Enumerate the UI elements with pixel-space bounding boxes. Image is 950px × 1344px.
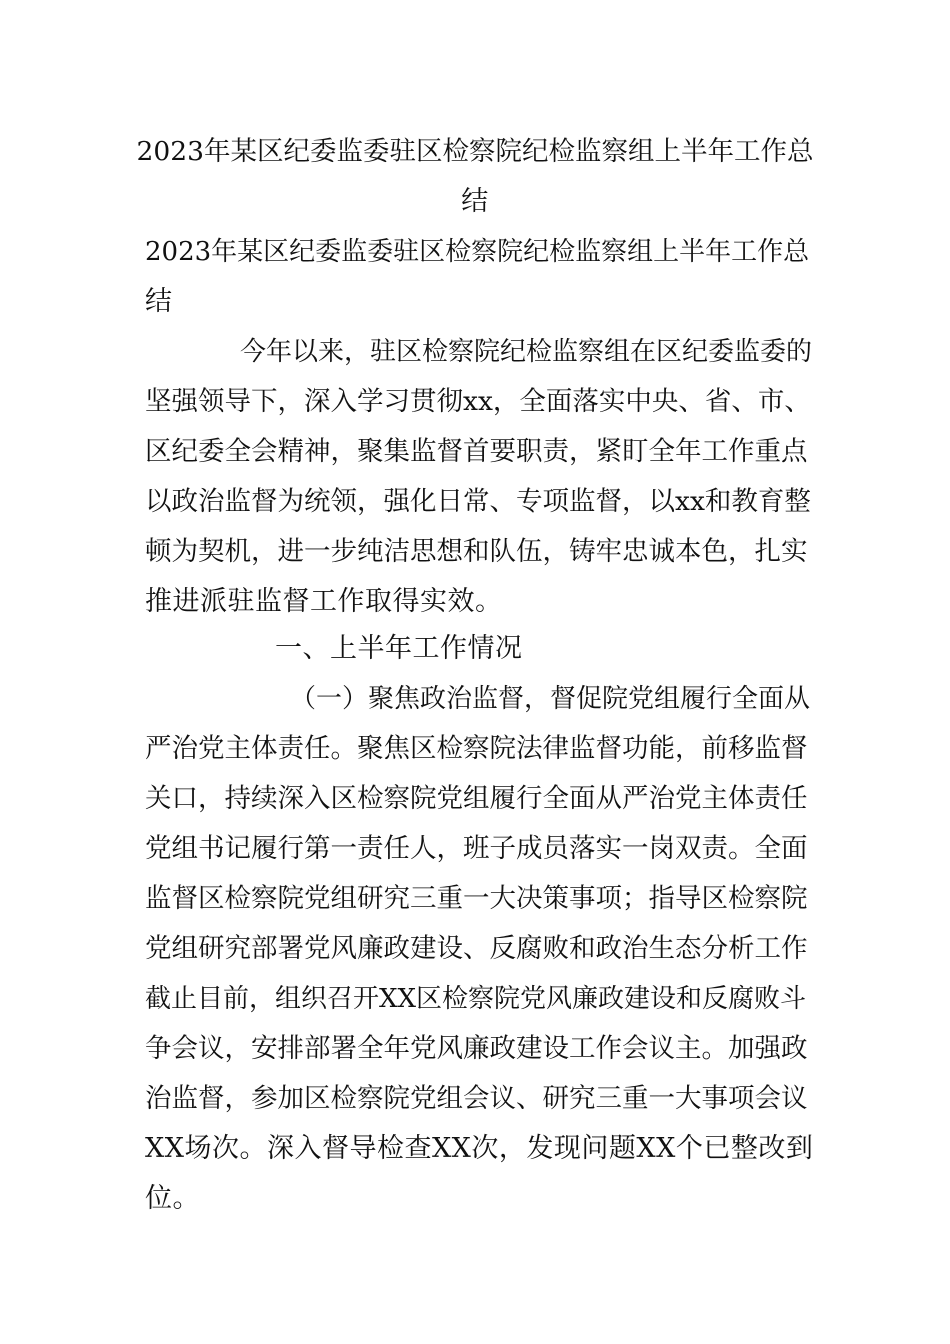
paragraph-2-line-4: 党组书记履行第一责任人，班子成员落实一岗双责。全面 [145,833,808,864]
paragraph-1-line-5: 顿为契机，进一步纯洁思想和队伍，铸牢忠诚本色，扎实 [145,536,808,567]
paragraph-2-line-1: （一）聚焦政治监督，督促院党组履行全面从 [290,684,811,714]
paragraph-1-line-3: 区纪委全会精神，聚集监督首要职责，紧盯全年工作重点 [145,436,808,467]
paragraph-2-line-10: XX场次。深入督导检查XX次，发现问题XX个已整改到 [145,1133,814,1164]
paragraph-1-line-2: 坚强领导下，深入学习贯彻xx，全面落实中央、省、市、 [145,386,811,417]
document-title-line-1: 2023年某区纪委监委驻区检察院纪检监察组上半年工作总 [136,136,814,167]
paragraph-1-line-1: 今年以来，驻区检察院纪检监察组在区纪委监委的 [240,337,813,367]
paragraph-2-line-8: 争会议，安排部署全年党风廉政建设工作会议主。加强政 [145,1033,808,1064]
paragraph-2-line-7: 截止目前，组织召开XX区检察院党风廉政建设和反腐败斗 [145,984,807,1014]
paragraph-2-line-9: 治监督，参加区检察院党组会议、研究三重一大事项会议 [145,1083,808,1114]
paragraph-1-line-4: 以政治监督为统领，强化日常、专项监督，以xx和教育整 [145,486,811,517]
paragraph-2-line-2: 严治党主体责任。聚焦区检察院法律监督功能，前移监督 [145,733,808,764]
paragraph-2-line-6: 党组研究部署党风廉政建设、反腐败和政治生态分析工作 [145,933,808,964]
paragraph-2-line-3: 关口，持续深入区检察院党组履行全面从严治党主体责任 [145,783,808,814]
subtitle-line-1: 2023年某区纪委监委驻区检察院纪检监察组上半年工作总 [145,237,810,267]
subtitle-line-2: 结 [145,286,173,317]
paragraph-1-line-6: 推进派驻监督工作取得实效。 [145,586,503,617]
document-title-line-2: 结 [461,186,489,217]
paragraph-2-line-5: 监督区检察院党组研究三重一大决策事项；指导区检察院 [145,883,808,914]
paragraph-2-line-11: 位。 [145,1183,200,1214]
section-1-heading: 一、上半年工作情况 [275,633,523,664]
